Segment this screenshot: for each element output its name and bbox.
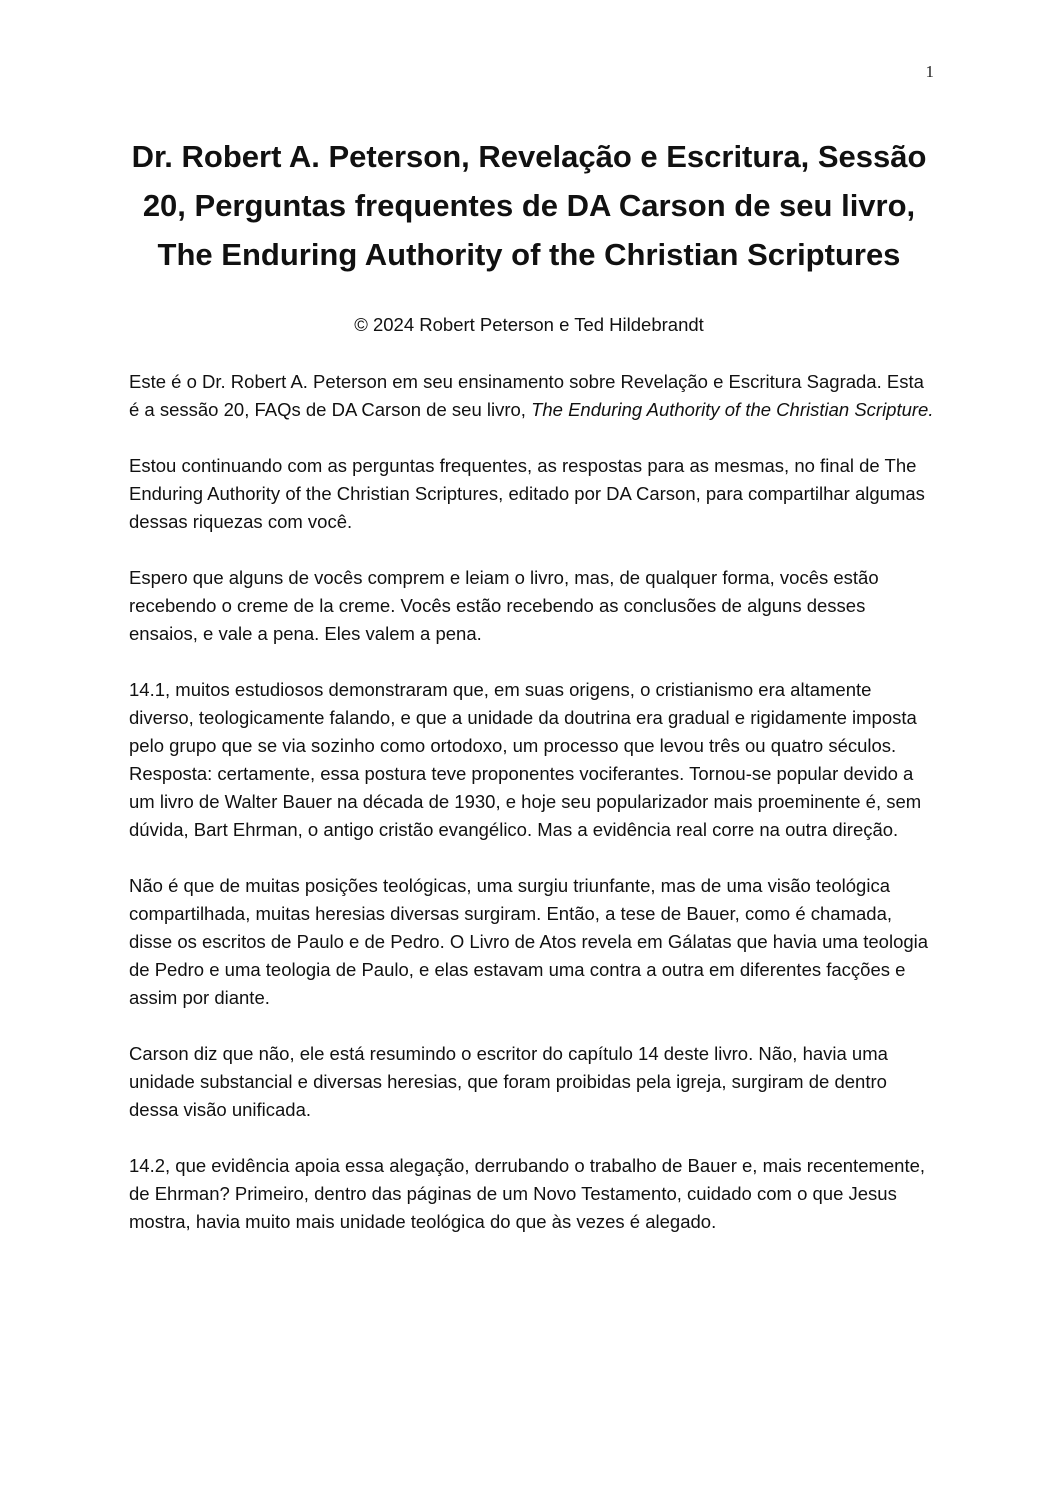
body-paragraph: Espero que alguns de vocês comprem e leiam o livro, mas, de qualquer forma, vocês estão recebendo o creme de la creme. Vocês estão recebendo as conclusões de alguns desses ensaios, e vale a pena. Eles valem a pena. [129,567,879,644]
body-paragraph: Não é que de muitas posições teológicas, uma surgiu triunfante, mas de uma visão teológica compartilhada, muitas heresias diversas surgiram. Então, a tese de Bauer, como é chamada, disse os escritos de Paulo e de Pedro. O Livro de Atos revela em Gálatas que havia uma teologia de Pedro e uma teologia de Paulo, e elas estavam uma contra a outra em diferentes facções e assim por diante. [129,875,929,1008]
page-number: 1 [925,62,934,81]
document-title: Dr. Robert A. Peterson, Revelação e Escritura, Sessão 20, Perguntas frequentes de DA Carson de seu livro, The Enduring Authority of the Christian Scriptures [131,139,927,272]
intro-paragraph [129,368,939,424]
intro-text: Este é o Dr. Robert A. Peterson em seu ensinamento sobre Revelação e Escritura Sagrada. Esta é a sessão 20, FAQs de DA Carson de seu livro, [129,371,924,420]
body-paragraph: 14.1, muitos estudiosos demonstraram que, em suas origens, o cristianismo era altamente diverso, teologicamente falando, e que a unidade da doutrina era gradual e rigidamente imposta pelo grupo que se via sozinho como ortodoxo, um processo que levou três ou quatro séculos. Resposta: certamente, essa postura teve proponentes vociferantes. Tornou-se popular devido a um livro de Walter Bauer na década de 1930, e hoje seu popularizador mais proeminente é, sem dúvida, Bart Ehrman, o antigo cristão evangélico. Mas a evidência real corre na outra direção. [129,679,922,840]
copyright-line: © 2024 Robert Peterson e Ted Hildebrandt [354,314,704,335]
body-paragraph: Carson diz que não, ele está resumindo o escritor do capítulo 14 deste livro. Não, havia uma unidade substancial e diversas heresias, que foram proibidas pela igreja, surgiram de dentro dessa visão unificada. [129,1043,888,1120]
body-paragraph: Estou continuando com as perguntas frequentes, as respostas para as mesmas, no final de The Enduring Authority of the Christian Scriptures, editado por DA Carson, para compartilhar algumas dessas riquezas com você. [129,455,925,532]
document-body [129,368,939,1264]
intro-book-title: The Enduring Authority of the Christian Scripture. [531,399,934,420]
body-paragraph: 14.2, que evidência apoia essa alegação, derrubando o trabalho de Bauer e, mais recentemente, de Ehrman? Primeiro, dentro das páginas de um Novo Testamento, cuidado com o que Jesus mostra, havia muito mais unidade teológica do que às vezes é alegado. [129,1155,926,1232]
